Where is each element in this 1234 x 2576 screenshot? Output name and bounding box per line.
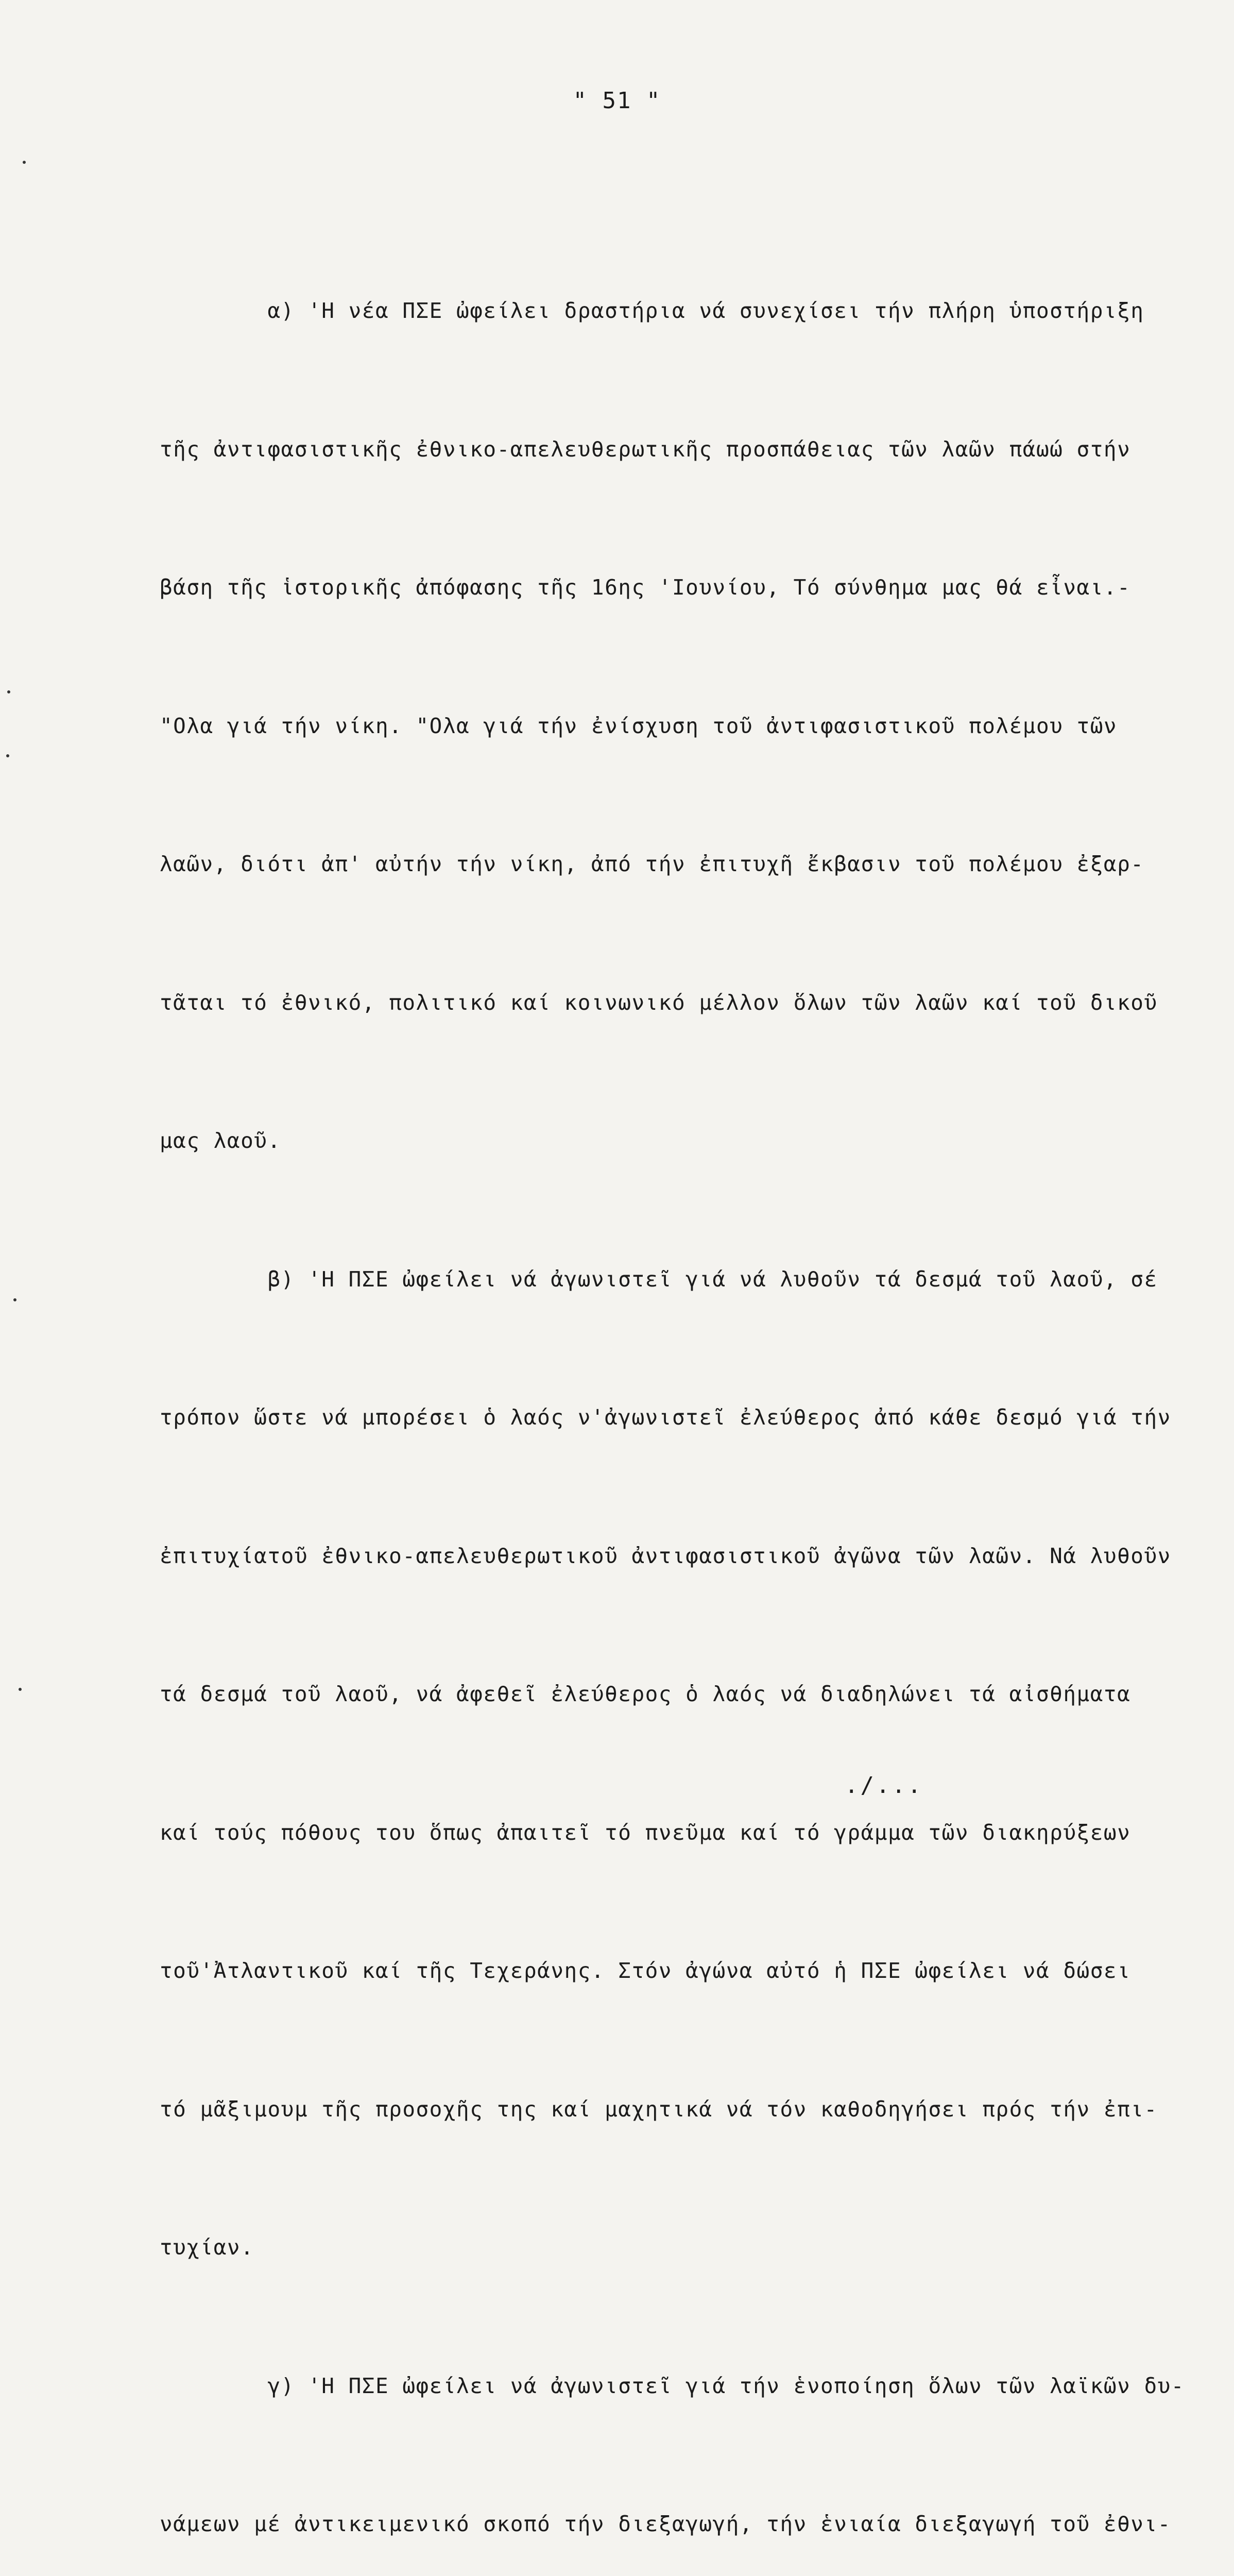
text-line: μας λαοῦ. <box>160 1128 281 1153</box>
text-line: γ) 'Η ΠΣΕ ὠφείλει νά ἀγωνιστεῖ γιά τήν ἑνοποίηση ὅλων τῶν λαϊκῶν δυ- <box>160 2373 1185 2398</box>
text-line: β) 'Η ΠΣΕ ὠφείλει νά ἀγωνιστεῖ γιά νά λυθοῦν τά δεσμά τοῦ λαοῦ, σέ <box>160 1266 1158 1292</box>
text-line: τυχίαν. <box>160 2235 254 2260</box>
text-line: τρόπον ὥστε νά μπορέσει ὁ λαός ν'ἀγωνιστεῖ ἐλεύθερος ἀπό κάθε δεσμό γιά τήν <box>160 1405 1171 1430</box>
text-line: τό μᾶξιμουμ τῆς προσοχῆς της καί μαχητικά νά τόν καθοδηγήσει πρός τήν ἐπι- <box>160 2096 1158 2122</box>
page-number: " 51 " <box>573 88 661 114</box>
text-line: "Ολα γιά τήν νίκη. "Ολα γιά τήν ἐνίσχυση τοῦ ἀντιφασιστικοῦ πολέμου τῶν <box>160 713 1118 738</box>
continuation-mark: ./... <box>845 1772 923 1799</box>
scan-speck <box>19 1688 22 1691</box>
text-line: καί τούς πόθους του ὅπως ἀπαιτεῖ τό πνεῦμα καί τό γράμμα τῶν διακηρύξεων <box>160 1820 1131 1845</box>
text-line: ἐπιτυχίατοῦ ἐθνικο-απελευθερωτικοῦ ἀντιφασιστικοῦ ἀγῶνα τῶν λαῶν. Νά λυθοῦν <box>160 1543 1171 1568</box>
text-line: τῆς ἀντιφασιστικῆς ἐθνικο-απελευθερωτικῆς προσπάθειας τῶν λαῶν πάωώ στήν <box>160 436 1131 462</box>
scan-speck <box>6 754 9 757</box>
text-line: νάμεων μέ ἀντικειμενικό σκοπό τήν διεξαγωγή, τήν ἑνιαία διεξαγωγή τοῦ ἐθνι- <box>160 2512 1171 2536</box>
text-line: τά δεσμά τοῦ λαοῦ, νά ἀφεθεῖ ἐλεύθερος ὁ λαός νά διαδηλώνει τά αἰσθήματα <box>160 1682 1131 1706</box>
scan-speck <box>7 690 10 693</box>
scan-speck <box>23 161 26 164</box>
text-line: λαῶν, διότι ἀπ' αὐτήν τήν νίκη, ἀπό τήν ἐπιτυχῆ ἔκβασιν τοῦ πολέμου ἐξαρ- <box>160 852 1144 876</box>
body-text <box>160 196 1195 2576</box>
scan-speck <box>13 1298 16 1301</box>
text-line: α) 'Η νέα ΠΣΕ ὠφείλει δραστήρια νά συνεχίσει τήν πλήρη ὑποστήριξη <box>160 298 1144 323</box>
text-line: τοῦ'Ἀτλαντικοῦ καί τῆς Τεχεράνης. Στόν ἀγώνα αὐτό ἡ ΠΣΕ ὠφείλει νά δώσει <box>160 1958 1131 1983</box>
text-line: τᾶται τό ἐθνικό, πολιτικό καί κοινωνικό μέλλον ὅλων τῶν λαῶν καί τοῦ δικοῦ <box>160 990 1158 1015</box>
text-line: βάση τῆς ἱστορικῆς ἀπόφασης τῆς 16ης 'Ιουνίου, Τό σύνθημα μας θά εἶναι.- <box>160 575 1131 600</box>
